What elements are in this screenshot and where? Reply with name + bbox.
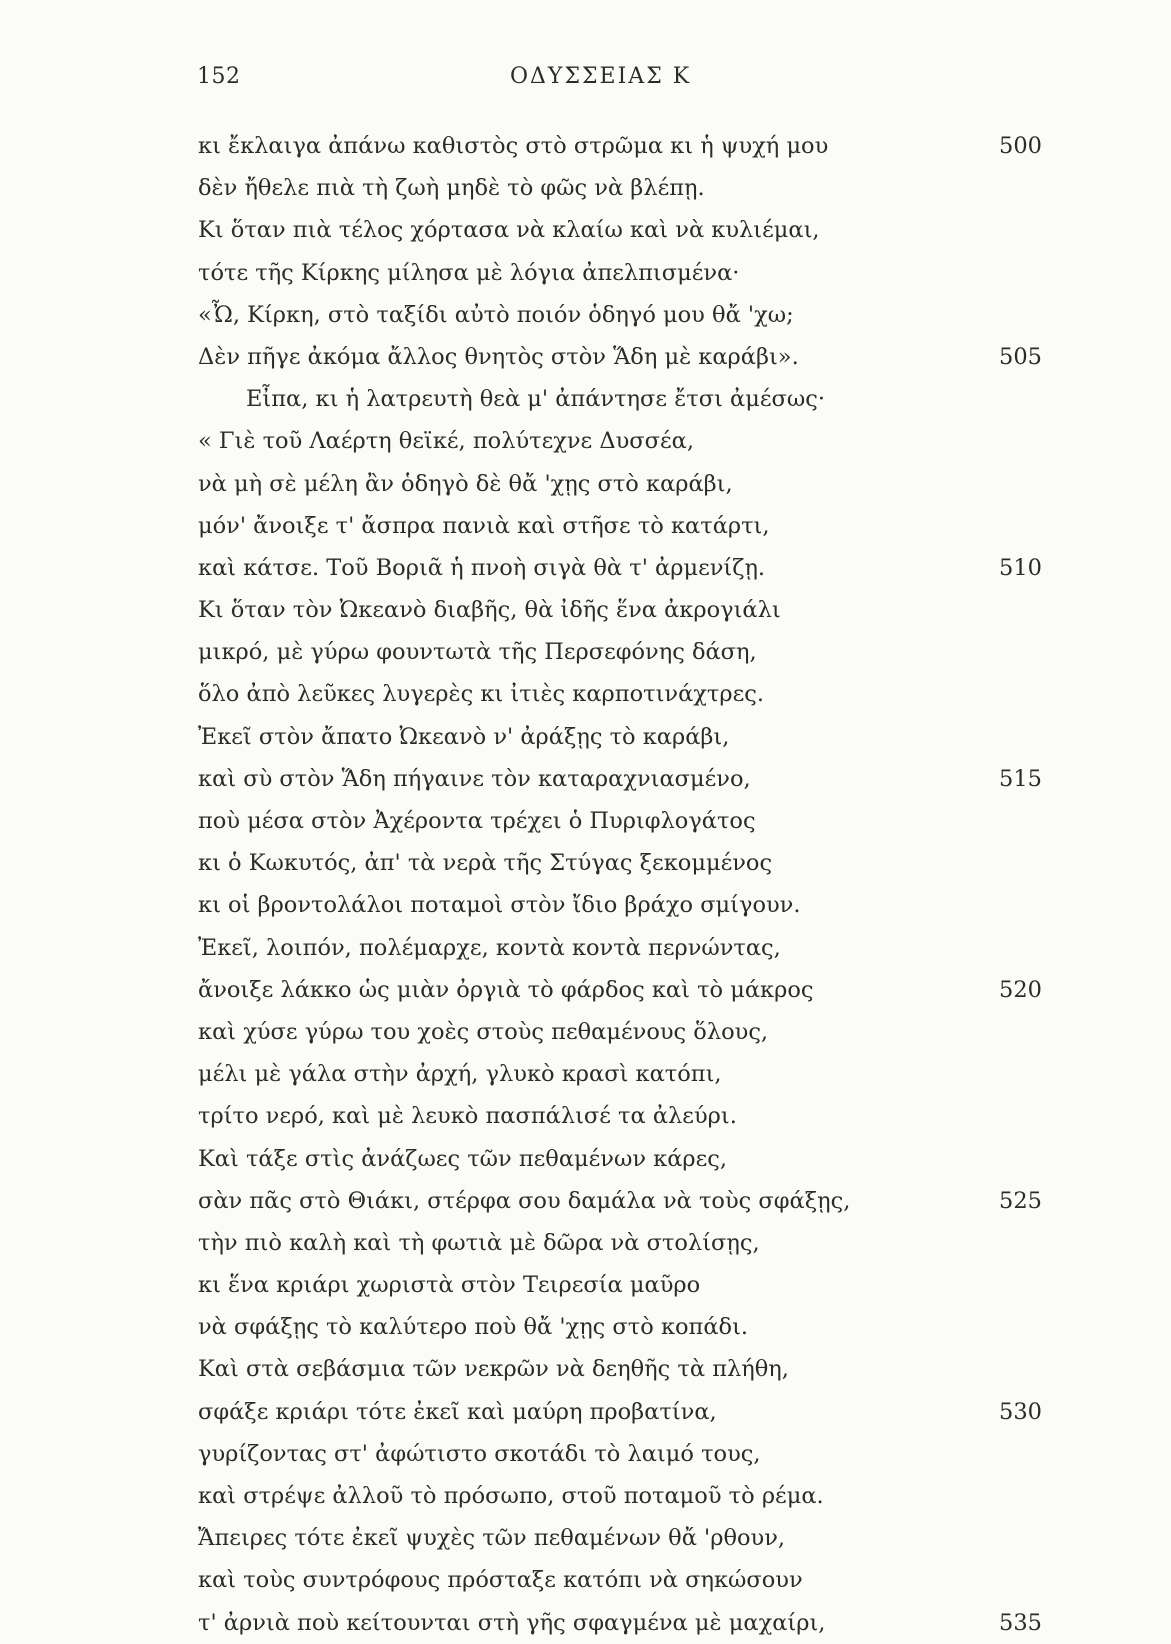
verse-line-text: μόν' ἄνοιξε τ' ἄσπρα πανιὰ καὶ στῆσε τὸ κατάρτι, <box>198 512 770 539</box>
verse-line-text: γυρίζοντας στ' ἀφώτιστο σκοτάδι τὸ λαιμό τους, <box>198 1440 761 1467</box>
verse-line <box>198 1433 1048 1475</box>
verse-line-text: νὰ σφάξῃς τὸ καλύτερο ποὺ θἄ 'χῃς στὸ κοπάδι. <box>198 1314 749 1341</box>
verse-line-text: καὶ χύσε γύρω του χοὲς στοὺς πεθαμένους ὅλους, <box>198 1018 769 1045</box>
verse-line <box>198 294 1048 336</box>
line-number: 525 <box>999 1187 1042 1214</box>
verse-line-text: Ἐκεῖ, λοιπόν, πολέμαρχε, κοντὰ κοντὰ περνώντας, <box>198 934 781 961</box>
verse-line-text: κι ἕνα κριάρι χωριστὰ στὸν Τειρεσία μαῦρο <box>198 1272 701 1299</box>
verse-line-text: Κι ὅταν τὸν Ὠκεανὸ διαβῆς, θὰ ἰδῆς ἕνα ἀκρογιάλι <box>198 597 781 624</box>
verse-line <box>198 673 1048 715</box>
verse-line-text: τ' ἀρνιὰ ποὺ κείτουνται στὴ γῆς σφαγμένα μὲ μαχαίρι, <box>198 1609 826 1636</box>
verse-line <box>198 842 1048 884</box>
verse-line <box>198 716 1048 758</box>
verse-line-text: κι ἔκλαιγα ἀπάνω καθιστὸς στὸ στρῶμα κι ἡ ψυχή μου <box>198 133 829 159</box>
verse-line-text: καὶ κάτσε. Τοῦ Βοριᾶ ἡ πνοὴ σιγὰ θὰ τ' ἀρμενίζῃ. <box>198 554 766 581</box>
verse-line-text: μέλι μὲ γάλα στὴν ἀρχή, γλυκὸ κρασὶ κατόπι, <box>198 1061 722 1088</box>
verse-line <box>198 1602 1048 1644</box>
verse-line-text: δὲν ἤθελε πιὰ τὴ ζωὴ μηδὲ τὸ φῶς νὰ βλέπῃ. <box>198 175 705 202</box>
verse-line <box>198 1264 1048 1306</box>
verse-block <box>198 125 1048 1644</box>
verse-line <box>198 1095 1048 1137</box>
verse-line <box>198 1138 1048 1180</box>
line-number: 500 <box>999 133 1042 159</box>
verse-line-text: Δὲν πῆγε ἀκόμα ἄλλος θνητὸς στὸν Ἅδη μὲ καράβι». <box>198 343 799 370</box>
line-number: 530 <box>999 1398 1042 1425</box>
line-number: 535 <box>999 1609 1042 1636</box>
verse-line <box>198 252 1048 294</box>
verse-line <box>198 420 1048 462</box>
verse-line <box>198 589 1048 631</box>
verse-line <box>198 884 1048 926</box>
verse-line-text: τότε τῆς Κίρκης μίλησα μὲ λόγια ἀπελπισμένα· <box>198 259 740 286</box>
line-number: 505 <box>999 343 1042 370</box>
verse-line <box>198 1517 1048 1559</box>
verse-line-text: καὶ σὺ στὸν Ἅδη πήγαινε τὸν καταραχνιασμένο, <box>198 765 751 792</box>
line-number: 520 <box>999 976 1042 1003</box>
verse-line <box>198 758 1048 800</box>
verse-line-text: καὶ τοὺς συντρόφους πρόσταξε κατόπι νὰ σηκώσουν <box>198 1567 803 1594</box>
page-number: 152 <box>197 64 241 89</box>
verse-line <box>198 378 1048 420</box>
verse-line-text: Κι ὅταν πιὰ τέλος χόρτασα νὰ κλαίω καὶ νὰ κυλιέμαι, <box>198 217 820 244</box>
verse-line-text: « Γιὲ τοῦ Λαέρτη θεϊκέ, πολύτεχνε Δυσσέα, <box>198 428 694 455</box>
verse-line <box>198 800 1048 842</box>
verse-line <box>198 547 1048 589</box>
verse-line <box>198 1559 1048 1601</box>
verse-line-text: Εἶπα, κι ἡ λατρευτὴ θεὰ μ' ἀπάντησε ἔτσι ἀμέσως· <box>246 386 825 413</box>
verse-line <box>198 927 1048 969</box>
verse-line-text: Καὶ στὰ σεβάσμια τῶν νεκρῶν νὰ δεηθῆς τὰ πλήθη, <box>198 1356 789 1383</box>
verse-line <box>198 969 1048 1011</box>
line-number: 515 <box>999 765 1042 792</box>
verse-line <box>198 631 1048 673</box>
verse-line <box>198 1053 1048 1095</box>
verse-line-text: τὴν πιὸ καλὴ καὶ τὴ φωτιὰ μὲ δῶρα νὰ στολίσῃς, <box>198 1229 760 1256</box>
verse-line <box>198 1348 1048 1390</box>
verse-line <box>198 1222 1048 1264</box>
verse-line-text: ἄνοιξε λάκκο ὡς μιὰν ὀργιὰ τὸ φάρδος καὶ τὸ μάκρος <box>198 976 814 1003</box>
verse-line-text: Ἄπειρες τότε ἐκεῖ ψυχὲς τῶν πεθαμένων θἄ 'ρθουν, <box>198 1525 786 1552</box>
verse-line-text: τρίτο νερό, καὶ μὲ λευκὸ πασπάλισέ τα ἀλεύρι. <box>198 1103 737 1130</box>
running-head: ΟΔΥΣΣΕΙΑΣ Κ <box>510 64 692 89</box>
line-number: 510 <box>999 554 1042 581</box>
verse-line-text: Καὶ τάξε στὶς ἀνάζωες τῶν πεθαμένων κάρες, <box>198 1145 728 1172</box>
verse-line <box>198 167 1048 209</box>
verse-line <box>198 1391 1048 1433</box>
verse-line-text: κι ὁ Κωκυτός, ἀπ' τὰ νερὰ τῆς Στύγας ξεκομμένος <box>198 850 773 877</box>
verse-line <box>198 505 1048 547</box>
verse-line-text: νὰ μὴ σὲ μέλη ἂν ὁδηγὸ δὲ θἄ 'χῃς στὸ καράβι, <box>198 470 733 497</box>
verse-line-text: σφάξε κριάρι τότε ἐκεῖ καὶ μαύρη προβατίνα, <box>198 1398 717 1425</box>
verse-line-text: «Ὦ, Κίρκη, στὸ ταξίδι αὐτὸ ποιόν ὁδηγό μου θἄ 'χω; <box>198 301 794 328</box>
verse-line <box>198 1475 1048 1517</box>
verse-line-text: Ἐκεῖ στὸν ἄπατο Ὠκεανὸ ν' ἀράξῃς τὸ καράβι, <box>198 723 730 750</box>
verse-line-text: κι οἱ βροντολάλοι ποταμοὶ στὸν ἴδιο βράχο σμίγουν. <box>198 892 801 919</box>
verse-line <box>198 209 1048 251</box>
verse-line <box>198 1306 1048 1348</box>
verse-line <box>198 336 1048 378</box>
verse-line-text: ποὺ μέσα στὸν Ἀχέροντα τρέχει ὁ Πυριφλογάτος <box>198 808 756 834</box>
verse-line-text: ὅλο ἀπὸ λεῦκες λυγερὲς κι ἰτιὲς καρποτινάχτρες. <box>198 681 764 708</box>
verse-line-text: καὶ στρέψε ἀλλοῦ τὸ πρόσωπο, στοῦ ποταμοῦ τὸ ρέμα. <box>198 1483 824 1509</box>
verse-line <box>198 463 1048 505</box>
verse-line <box>198 125 1048 167</box>
verse-line-text: σὰν πᾶς στὸ Θιάκι, στέρφα σου δαμάλα νὰ τοὺς σφάξῃς, <box>198 1187 851 1214</box>
verse-line-text: μικρό, μὲ γύρω φουντωτὰ τῆς Περσεφόνης δάση, <box>198 639 757 666</box>
verse-line <box>198 1180 1048 1222</box>
verse-line <box>198 1011 1048 1053</box>
